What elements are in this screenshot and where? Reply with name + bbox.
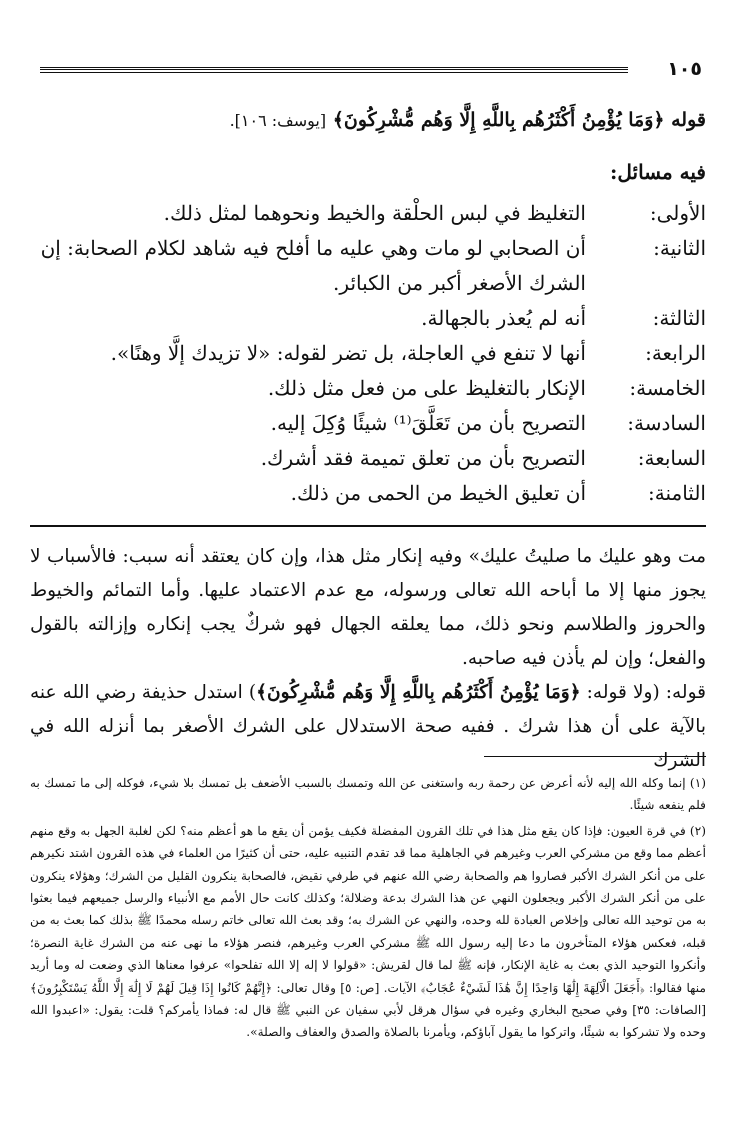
page-header [34,58,702,80]
issue-text: أن تعليق الخيط من الحمى من ذلك. [290,481,586,505]
issue-item [30,441,706,476]
commentary-paragraph-1: مت وهو عليك ما صليتُ عليك» وفيه إنكار مثل هذا، وإن كان يعتقد أنه سبب: فالأسباب لا يجوز منها إلا ما أباحه الله تعالى ورسوله، مع عدم الاعتماد عليها. وأما التمائم والخيوط والحروز والطلاسم ونحو ذلك، مما يعلقه الجهال فهو شركٌ يجب إنكاره وإزالته بالقول والفعل؛ وإن لم يأذن فيه صاحبه. [30,546,706,669]
intro-reference: [يوسف: ١٠٦]. [229,111,327,130]
commentary-paragraph-2 [30,676,706,778]
issue-label: الثانية: [653,236,706,260]
issue-label: الأولى: [649,201,706,225]
issue-text: أن الصحابي لو مات وهي عليه ما أفلح فيه شاهد لكلام الصحابة: إن الشرك الأصغر أكبر من الكبائر. [40,236,586,295]
issue-label: السادسة: [627,411,706,435]
header-rule-thin [40,72,628,73]
p2-end: ) استدل حذيفة رضي الله عنه بالآية على أن هذا شرك . ففيه صحة الاستدلال على الشرك الأصغر بما أنزله الله في الشرك [30,682,706,771]
intro-lead: قوله ﴿وَمَا يُؤْمِنُ أَكْثَرُهُم بِاللَّهِ إِلَّا وَهُم مُّشْرِكُونَ﴾ [332,109,706,131]
issues-heading: فيه مسائل: [609,160,706,184]
issue-item [30,196,706,231]
issue-item [30,336,706,371]
issue-item [30,301,706,336]
issue-label: الرابعة: [645,341,706,365]
issue-text: الإنكار بالتغليظ على من فعل مثل ذلك. [267,376,586,400]
issues-list [30,196,706,511]
header-rule [40,67,628,70]
issue-item [30,371,706,406]
issue-text: أنه لم يُعذر بالجهالة. [421,306,586,330]
commentary-text [30,540,706,778]
section-divider [30,525,706,527]
issue-text: التغليظ في لبس الحلْقة والخيط ونحوهما لمثل ذلك. [163,201,586,225]
issue-text: التصريح بأن من تعلق تميمة فقد أشرك. [260,446,586,470]
footnotes [30,772,706,1047]
issue-text: التصريح بأن من تَعَلَّقَ⁽¹⁾ شيئًا وُكِلَ إليه. [270,411,586,435]
issue-label: الثامنة: [648,481,706,505]
issue-item [30,406,706,441]
issue-item [30,231,706,301]
page-number: ١٠٥ [667,58,702,80]
issue-text: أنها لا تنفع في العاجلة، بل تضر لقوله: «لا تزيدك إلَّا وهنًا». [110,341,586,365]
issue-label: السابعة: [637,446,706,470]
issue-item [30,476,706,511]
p2-start: قوله: (ولا قوله: [580,682,706,703]
issue-label: الخامسة: [629,376,706,400]
p2-quran: ﴿وَمَا يُؤْمِنُ أَكْثَرُهُم بِاللَّهِ إِلَّا وَهُم مُّشْرِكُونَ﴾ [256,682,581,703]
footnote-1: (١) إنما وكله الله إليه لأنه أعرض عن رحمة ربه واستغنى عن الله وتمسك بالسبب الأضعف بل تمسك بلا شيء، فوكله إلى ما تمسك به فلم ينفعه شيئًا. [30,776,706,813]
intro-verse [30,105,706,136]
footnote-2: (٢) في قرة العيون: فإذا كان يقع مثل هذا في تلك القرون المفضلة فكيف يؤمن أن يقع ما هو أعظم منه؟ لكن لغلبة الجهل به وقع منهم أعظم مما وقع من مشركي العرب وغيرهم في الجاهلية مما قد تقدم التنبيه عليه، حتى أن كثيرًا من العلماء في هذه القرون اشتد نكيرهم على من أنكر الشرك الأكبر فصاروا هم والصحابة رضي الله عنهم في طرفي نقيض، فالصحابة ينكرون القليل من الشرك؛ وهؤلاء ينكرون على من أنكر الشرك الأكبر ويجعلون النهي عن هذا الشرك بدعة وضلالة؛ وكذلك كانت حال الأمم مع الأنبياء والرسل جميعهم فيما بعثوا به من توحيد الله تعالى وإخلاص العبادة لله وحده، والنهي عن الشرك به؛ وقد بعث الله تعالى خاتم رسله محمدًا ﷺ بذلك كما بعث به من قبله، فعكس هؤلاء المتأخرون ما دعا إليه رسول الله ﷺ مشركي العرب وغيرهم، فنصر هؤلاء ما نهى عنه من الشرك غاية النصرة؛ وأنكروا التوحيد الذي بعث به غاية الإنكار، فإنه ﷺ لما قال لقريش: «قولوا لا إله إلا الله تفلحوا» عرفوا معناها الذي وضعت له وما أريد منها فقالوا: ﴿أَجَعَلَ الْآلِهَةَ إِلَٰهًا وَاحِدًا إِنَّ هَٰذَا لَشَيْءٌ عُجَابٌ﴾ الآيات. [ص: ٥] وقال تعالى: ﴿إِنَّهُمْ كَانُوا إِذَا قِيلَ لَهُمْ لَا إِلَٰهَ إِلَّا اللَّهُ يَسْتَكْبِرُونَ﴾ [الصافات: ٣٥] وفي صحيح البخاري وغيره في سؤال هرقل لأبي سفيان عن النبي ﷺ قال له: فماذا يأمركم؟ قلت: يقول: «اعبدوا الله وحده ولا تشركوا به شيئًا، واتركوا ما يقول آباؤكم، ويأمرنا بالصلاة والصدق والعفاف والصلة». [30,823,706,1040]
issue-label: الثالثة: [652,306,706,330]
footnote-divider [484,756,706,757]
